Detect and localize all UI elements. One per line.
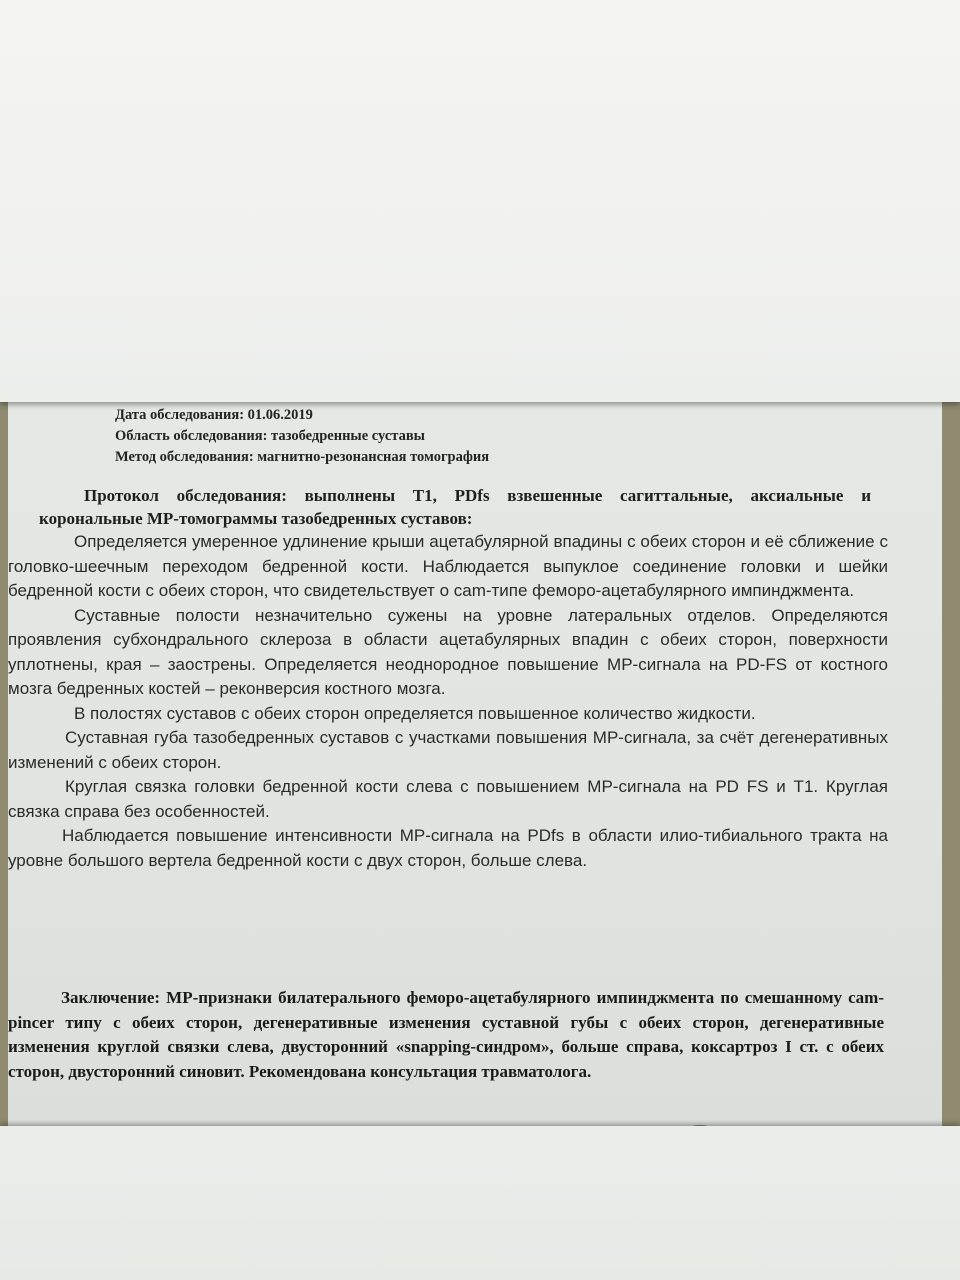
finding-paragraph: Наблюдается повышение интенсивности МР-сигнала на PDfs в области илио-тибиального тракта на уровне большого вертела бедренной кости с двух сторон, больше слева.: [8, 826, 888, 870]
finding-paragraph: В полостях суставов с обеих сторон определяется повышенное количество жидкости.: [74, 703, 756, 723]
finding-paragraph: Суставные полости незначительно сужены на уровне латеральных отделов. Определяются проявления субхондрального склероза в области ацетабулярных впадин с обеих сторон, поверхности уплотнены, края – заострены. Определяется неоднородное повышение МР-сигнала на PD-FS от костного мозга бедренных костей – реконверсия костного мозга.: [8, 605, 888, 698]
protocol-heading: Протокол обследования: выполнены T1, PDfs взвешенные сагиттальные, аксиальные и корональные МР-томограммы тазобедренных суставов:: [39, 486, 871, 528]
finding-paragraph: Суставная губа тазобедренных суставов с участками повышения МР-сигнала, за счёт дегенеративных изменений с обеих сторон.: [8, 728, 888, 772]
exam-meta: [115, 405, 815, 468]
conclusion-paragraph: Заключение: МР-признаки билатерального феморо-ацетабулярного импинджмента по смешанному cam-pincer типу с обеих сторон, дегенеративные изменения суставной губы с обеих сторон, дегенеративные изменения круглой связки слева, двусторонний «snapping-синдром», больше справа, коксартроз I ст. с обеих сторон, двусторонний синовит. Рекомендована консультация травматолога.: [8, 988, 884, 1081]
bottom-blank-sheet: [0, 1126, 960, 1280]
finding-paragraph: Круглая связка головки бедренной кости слева с повышением МР-сигнала на PD FS и T1. Круглая связка справа без особенностей.: [8, 777, 888, 821]
exam-area: Область обследования: тазобедренные суставы: [115, 428, 425, 444]
top-blank-sheet: [0, 0, 960, 402]
exam-date: Дата обследования: 01.06.2019: [115, 407, 313, 423]
mri-report-page: [8, 392, 942, 1132]
findings-section: [8, 530, 888, 873]
exam-method: Метод обследования: магнитно-резонансная томография: [115, 449, 490, 465]
finding-paragraph: Определяется умеренное удлинение крыши ацетабулярной впадины с обеих сторон и её сближение с головко-шеечным переходом бедренной кости. Наблюдается выпуклое соединение головки и шейки бедренной кости с обеих сторон, что свидетельствует о cam-типе феморо-ацетабулярного импинджмента.: [8, 532, 888, 600]
